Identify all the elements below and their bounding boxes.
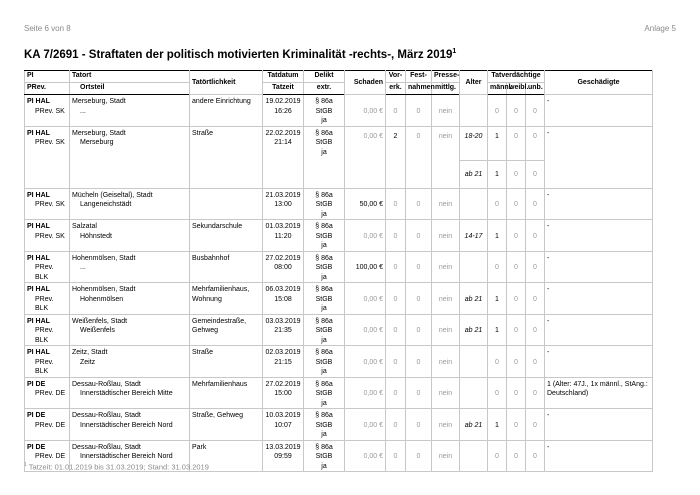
cell-locality: andere Einrichtung <box>190 95 263 127</box>
extr-value: ja <box>321 210 327 218</box>
cell-festnahmen: 0 <box>406 440 432 472</box>
cell-presse: nein <box>432 440 460 472</box>
cell-offense <box>304 251 345 283</box>
table-header-row-1 <box>25 71 653 83</box>
cell-pi <box>25 283 70 315</box>
prev-value: PRev. SK <box>35 139 65 146</box>
offense-value: § 86a StGB <box>315 412 333 429</box>
page-header <box>24 24 676 36</box>
cell-presse: nein <box>432 409 460 441</box>
cell-unb: 0 <box>526 95 545 127</box>
cell-unb: 0 <box>526 251 545 283</box>
cell-weibl: 0 <box>507 251 526 283</box>
cell-damage: 0,00 € <box>345 126 386 188</box>
cell-maennl: 0 <box>488 95 507 127</box>
col-festnahmen-1: Fest- <box>406 71 432 83</box>
cell-datetime <box>263 346 304 378</box>
cell-age <box>460 188 488 220</box>
col-pi: PI <box>25 71 70 83</box>
cell-maennl: 0 <box>488 346 507 378</box>
offense-value: § 86a StGB <box>315 254 333 271</box>
cell-damage: 0,00 € <box>345 314 386 346</box>
cell-age <box>460 251 488 283</box>
cell-festnahmen: 0 <box>406 251 432 283</box>
cell-locality: Straße <box>190 346 263 378</box>
cell-weibl: 0 <box>507 377 526 409</box>
offense-value: § 86a StGB <box>315 443 333 460</box>
cell-datetime <box>263 409 304 441</box>
time-value: 13:00 <box>274 201 292 208</box>
extr-value: ja <box>321 305 327 312</box>
cell-weibl: 0 <box>507 126 526 160</box>
date-value: 06.03.2019 <box>265 286 301 293</box>
cell-damage: 0,00 € <box>345 440 386 472</box>
cell-victims: - <box>545 283 653 315</box>
offense-value: § 86a StGB <box>315 286 333 303</box>
tatort-value: Mücheln (Geiseltal), Stadt <box>72 191 153 199</box>
col-tatdatum: Tatdatum <box>263 71 304 83</box>
time-value: 08:00 <box>274 264 292 271</box>
tatort-value: Dessau-Roßlau, Stadt <box>72 443 141 451</box>
cell-festnahmen: 0 <box>406 314 432 346</box>
pi-value: PI DE <box>27 380 46 388</box>
col-tatzeit: Tatzeit <box>263 83 304 95</box>
pi-value: PI HAL <box>27 223 50 230</box>
cell-age <box>460 346 488 378</box>
cell-datetime <box>263 95 304 127</box>
pi-value: PI HAL <box>27 349 50 356</box>
prev-value: PRev. BLK <box>35 264 54 281</box>
cell-tatort <box>70 283 190 315</box>
col-presse-1: Presse- <box>432 71 460 83</box>
date-value: 21.03.2019 <box>265 191 301 199</box>
cell-locality: Mehrfamilienhaus, Wohnung <box>190 283 263 315</box>
cell-pi <box>25 95 70 127</box>
page-number: Seite 6 von 8 <box>24 24 71 33</box>
tatort-value: Dessau-Roßlau, Stadt <box>72 380 141 388</box>
table-row <box>25 126 653 160</box>
cell-locality <box>190 188 263 220</box>
cell-weibl: 0 <box>507 283 526 315</box>
title-text: KA 7/2691 - Straftaten der politisch motivierten Kriminalität -rechts-, März 2019 <box>24 48 453 61</box>
cell-presse: nein <box>432 377 460 409</box>
offense-value: § 86a StGB <box>315 223 333 240</box>
time-value: 11:20 <box>274 232 292 240</box>
cell-maennl: 1 <box>488 283 507 315</box>
cell-weibl: 0 <box>507 346 526 378</box>
col-schaden: Schaden <box>345 71 386 95</box>
tatort-value: Merseburg, Stadt <box>72 98 126 105</box>
cell-offense <box>304 314 345 346</box>
col-unb: unb. <box>526 83 545 95</box>
prev-value: PRev. DE <box>35 453 66 460</box>
ortsteil-value: Höhnstedt <box>80 232 112 240</box>
cell-maennl: 1 <box>488 409 507 441</box>
table-row <box>25 283 653 315</box>
date-value: 22.02.2019 <box>265 129 301 137</box>
cell-offense <box>304 409 345 441</box>
cell-age: ab 21 <box>460 409 488 441</box>
date-value: 01.03.2019 <box>265 223 301 230</box>
cell-tatort <box>70 314 190 346</box>
cell-maennl: 0 <box>488 188 507 220</box>
cell-unb: 0 <box>526 346 545 378</box>
cell-tatort <box>70 251 190 283</box>
table-row <box>25 346 653 378</box>
prev-value: PRev. SK <box>35 232 65 240</box>
table-row <box>25 251 653 283</box>
cell-damage: 0,00 € <box>345 283 386 315</box>
col-extr: extr. <box>304 83 345 95</box>
cell-festnahmen: 0 <box>406 126 432 188</box>
ortsteil-value: Zeitz <box>80 358 96 366</box>
cell-presse: nein <box>432 346 460 378</box>
col-tatoertlichkeit: Tatörtlichkeit <box>190 71 263 95</box>
col-alter: Alter <box>460 71 488 95</box>
cell-pi <box>25 220 70 252</box>
cell-tatort <box>70 346 190 378</box>
tatort-value: Salzatal <box>72 223 97 230</box>
cell-damage: 0,00 € <box>345 377 386 409</box>
cell-victims: - <box>545 220 653 252</box>
cell-tatort <box>70 126 190 188</box>
cell-datetime <box>263 220 304 252</box>
document-title <box>24 48 456 61</box>
cell-pi <box>25 126 70 188</box>
pi-value: PI HAL <box>27 98 50 105</box>
cell-unb: 0 <box>526 377 545 409</box>
time-value: 16:26 <box>274 107 292 115</box>
prev-value: PRev. SK <box>35 201 65 208</box>
cell-presse: nein <box>432 188 460 220</box>
cell-offense <box>304 346 345 378</box>
offense-value: § 86a StGB <box>315 349 333 366</box>
cell-festnahmen: 0 <box>406 346 432 378</box>
cell-datetime <box>263 126 304 188</box>
footnote <box>24 462 209 472</box>
cell-pi <box>25 409 70 441</box>
cell-locality: Straße, Gehweg <box>190 409 263 441</box>
cell-presse: nein <box>432 95 460 127</box>
cell-age: ab 21 <box>460 160 488 188</box>
col-maennl: männl. <box>488 83 507 95</box>
cell-datetime <box>263 314 304 346</box>
cell-victims: 1 (Alter: 47J., 1x männl., StAng.: Deutschland) <box>545 377 653 409</box>
cell-vorerk: 0 <box>386 440 406 472</box>
cell-age: ab 21 <box>460 283 488 315</box>
pi-value: PI HAL <box>27 254 50 262</box>
tatort-value: Hohenmölsen, Stadt <box>72 254 136 262</box>
cell-unb: 0 <box>526 188 545 220</box>
cell-damage: 0,00 € <box>345 409 386 441</box>
col-vorerk-2: erk. <box>386 83 406 95</box>
date-value: 03.03.2019 <box>265 317 301 325</box>
prev-value: PRev. BLK <box>35 327 54 344</box>
offense-value: § 86a StGB <box>315 317 333 334</box>
cell-vorerk: 0 <box>386 377 406 409</box>
offense-value: § 86a StGB <box>315 129 333 146</box>
cell-vorerk: 0 <box>386 188 406 220</box>
cell-victims: - <box>545 126 653 188</box>
annex-label: Anlage 5 <box>644 24 676 33</box>
cell-maennl: 0 <box>488 251 507 283</box>
cell-vorerk: 0 <box>386 220 406 252</box>
col-geschaedigte: Geschädigte <box>545 71 653 95</box>
time-value: 15:08 <box>274 295 292 303</box>
cell-pi <box>25 377 70 409</box>
cell-offense <box>304 95 345 127</box>
ortsteil-value: Hohenmölsen <box>80 295 124 303</box>
cell-weibl: 0 <box>507 314 526 346</box>
prev-value: PRev. SK <box>35 107 65 115</box>
cell-festnahmen: 0 <box>406 409 432 441</box>
cell-vorerk: 2 <box>386 126 406 188</box>
cell-datetime <box>263 377 304 409</box>
col-prev: PRev. <box>25 83 70 95</box>
cell-locality: Mehrfamilienhaus <box>190 377 263 409</box>
cell-damage: 100,00 € <box>345 251 386 283</box>
cell-maennl: 1 <box>488 314 507 346</box>
table-row <box>25 409 653 441</box>
prev-value: PRev. BLK <box>35 295 54 312</box>
cell-offense <box>304 283 345 315</box>
cell-locality: Park <box>190 440 263 472</box>
cell-pi <box>25 188 70 220</box>
col-tatverdaechtige: Tatverdächtige <box>488 71 545 83</box>
cell-locality: Gemeindestraße, Gehweg <box>190 314 263 346</box>
time-value: 21:35 <box>274 327 292 334</box>
col-delikt: Delikt <box>304 71 345 83</box>
time-value: 09:59 <box>274 453 292 460</box>
cell-victims: - <box>545 188 653 220</box>
cell-victims: - <box>545 95 653 127</box>
cell-unb: 0 <box>526 126 545 160</box>
cell-datetime <box>263 251 304 283</box>
table-row <box>25 314 653 346</box>
footnote-text: Tatzeit: 01.01.2019 bis 31.03.2019; Stand: 31.03.2019 <box>28 462 209 472</box>
ortsteil-value: ... <box>80 107 86 115</box>
cell-festnahmen: 0 <box>406 188 432 220</box>
cell-weibl: 0 <box>507 188 526 220</box>
cell-damage: 50,00 € <box>345 188 386 220</box>
tatort-value: Dessau-Roßlau, Stadt <box>72 412 141 419</box>
cell-victims: - <box>545 440 653 472</box>
cell-unb: 0 <box>526 409 545 441</box>
prev-value: PRev. DE <box>35 390 66 397</box>
cell-offense <box>304 377 345 409</box>
cell-victims: - <box>545 314 653 346</box>
pi-value: PI HAL <box>27 129 50 137</box>
tatort-value: Zeitz, Stadt <box>72 349 108 356</box>
cell-datetime <box>263 188 304 220</box>
tatort-value: Weißenfels, Stadt <box>72 317 128 325</box>
cell-presse: nein <box>432 220 460 252</box>
cell-vorerk: 0 <box>386 314 406 346</box>
cell-presse: nein <box>432 283 460 315</box>
pi-value: PI HAL <box>27 317 50 325</box>
extr-value: ja <box>321 148 327 156</box>
extr-value: ja <box>321 399 327 407</box>
tatort-value: Hohenmölsen, Stadt <box>72 286 136 293</box>
cell-festnahmen: 0 <box>406 283 432 315</box>
pi-value: PI DE <box>27 443 46 451</box>
cell-vorerk: 0 <box>386 346 406 378</box>
cell-presse: nein <box>432 314 460 346</box>
time-value: 10:07 <box>274 421 292 429</box>
extr-value: ja <box>321 117 327 124</box>
extr-value: ja <box>321 368 327 375</box>
ortsteil-value: Merseburg <box>80 139 114 146</box>
date-value: 02.03.2019 <box>265 349 301 356</box>
table-row <box>25 188 653 220</box>
ortsteil-value: Innerstädtischer Bereich Nord <box>80 421 173 429</box>
cell-tatort <box>70 220 190 252</box>
cell-pi <box>25 346 70 378</box>
cell-weibl: 0 <box>507 160 526 188</box>
cell-vorerk: 0 <box>386 409 406 441</box>
table-row <box>25 377 653 409</box>
cell-weibl: 0 <box>507 440 526 472</box>
cell-maennl: 1 <box>488 126 507 160</box>
cell-tatort <box>70 188 190 220</box>
ortsteil-value: Innerstädtischer Bereich Mitte <box>80 390 173 397</box>
cell-weibl: 0 <box>507 220 526 252</box>
cell-age: 18-20 <box>460 126 488 160</box>
tatort-value: Merseburg, Stadt <box>72 129 126 137</box>
cell-pi <box>25 314 70 346</box>
cell-maennl: 0 <box>488 377 507 409</box>
col-festnahmen-2: nahmen <box>406 83 432 95</box>
extr-value: ja <box>321 336 327 344</box>
pi-value: PI HAL <box>27 191 50 199</box>
cell-victims: - <box>545 346 653 378</box>
cell-maennl: 1 <box>488 160 507 188</box>
cell-unb: 0 <box>526 220 545 252</box>
title-footnote-marker: 1 <box>452 48 457 55</box>
extr-value: ja <box>321 273 327 281</box>
cell-age <box>460 95 488 127</box>
cell-vorerk: 0 <box>386 95 406 127</box>
col-tatort: Tatort <box>70 71 190 83</box>
cell-maennl: 0 <box>488 440 507 472</box>
time-value: 15:00 <box>274 390 292 397</box>
cell-tatort <box>70 377 190 409</box>
cell-presse: nein <box>432 251 460 283</box>
offense-value: § 86a StGB <box>315 191 333 208</box>
time-value: 21:14 <box>274 139 292 146</box>
extr-value: ja <box>321 431 327 438</box>
extr-value: ja <box>321 242 327 249</box>
col-presse-2: mittlg. <box>432 83 460 95</box>
cell-unb: 0 <box>526 160 545 188</box>
ortsteil-value: Innerstädtischer Bereich Nord <box>80 453 173 460</box>
date-value: 13.03.2019 <box>265 443 301 451</box>
cell-offense <box>304 188 345 220</box>
cell-age <box>460 377 488 409</box>
cell-age: 14-17 <box>460 220 488 252</box>
ortsteil-value: Weißenfels <box>80 327 115 334</box>
date-value: 19.02.2019 <box>265 98 301 105</box>
ortsteil-value: Langeneichstädt <box>80 201 132 208</box>
cell-offense <box>304 440 345 472</box>
footnote-marker: 1 <box>24 462 27 468</box>
date-value: 10.03.2019 <box>265 412 301 419</box>
prev-value: PRev. DE <box>35 421 66 429</box>
cell-tatort <box>70 95 190 127</box>
table-row <box>25 95 653 127</box>
cell-vorerk: 0 <box>386 251 406 283</box>
cell-festnahmen: 0 <box>406 220 432 252</box>
col-vorerk-1: Vor- <box>386 71 406 83</box>
col-ortsteil <box>70 83 190 95</box>
cell-damage: 0,00 € <box>345 95 386 127</box>
cell-unb: 0 <box>526 440 545 472</box>
cell-weibl: 0 <box>507 95 526 127</box>
cell-datetime <box>263 440 304 472</box>
cell-victims: - <box>545 409 653 441</box>
cell-age: ab 21 <box>460 314 488 346</box>
prev-value: PRev. BLK <box>35 358 54 375</box>
cell-presse: nein <box>432 126 460 188</box>
extr-value: ja <box>321 462 327 470</box>
cell-vorerk: 0 <box>386 283 406 315</box>
cell-datetime <box>263 283 304 315</box>
cell-locality: Sekundarschule <box>190 220 263 252</box>
cell-damage: 0,00 € <box>345 220 386 252</box>
cell-locality: Straße <box>190 126 263 188</box>
cell-unb: 0 <box>526 283 545 315</box>
cell-weibl: 0 <box>507 409 526 441</box>
cell-locality: Busbahnhof <box>190 251 263 283</box>
cell-offense <box>304 220 345 252</box>
time-value: 21:15 <box>274 358 292 366</box>
cell-victims: - <box>545 251 653 283</box>
cell-tatort <box>70 409 190 441</box>
cell-damage: 0,00 € <box>345 346 386 378</box>
col-weibl: weibl. <box>507 83 526 95</box>
ortsteil-value: ... <box>80 264 86 271</box>
pi-value: PI HAL <box>27 286 50 293</box>
cell-age <box>460 440 488 472</box>
cell-pi <box>25 251 70 283</box>
cell-offense <box>304 126 345 188</box>
cell-maennl: 1 <box>488 220 507 252</box>
col-ortsteil-label: Ortsteil <box>80 84 105 91</box>
table-row <box>25 220 653 252</box>
cell-unb: 0 <box>526 314 545 346</box>
cell-festnahmen: 0 <box>406 377 432 409</box>
date-value: 27.02.2019 <box>265 254 301 262</box>
date-value: 27.02.2019 <box>265 380 301 388</box>
pi-value: PI DE <box>27 412 46 419</box>
cell-festnahmen: 0 <box>406 95 432 127</box>
offense-table <box>24 70 653 472</box>
offense-value: § 86a StGB <box>315 380 333 397</box>
offense-value: § 86a StGB <box>315 98 333 115</box>
